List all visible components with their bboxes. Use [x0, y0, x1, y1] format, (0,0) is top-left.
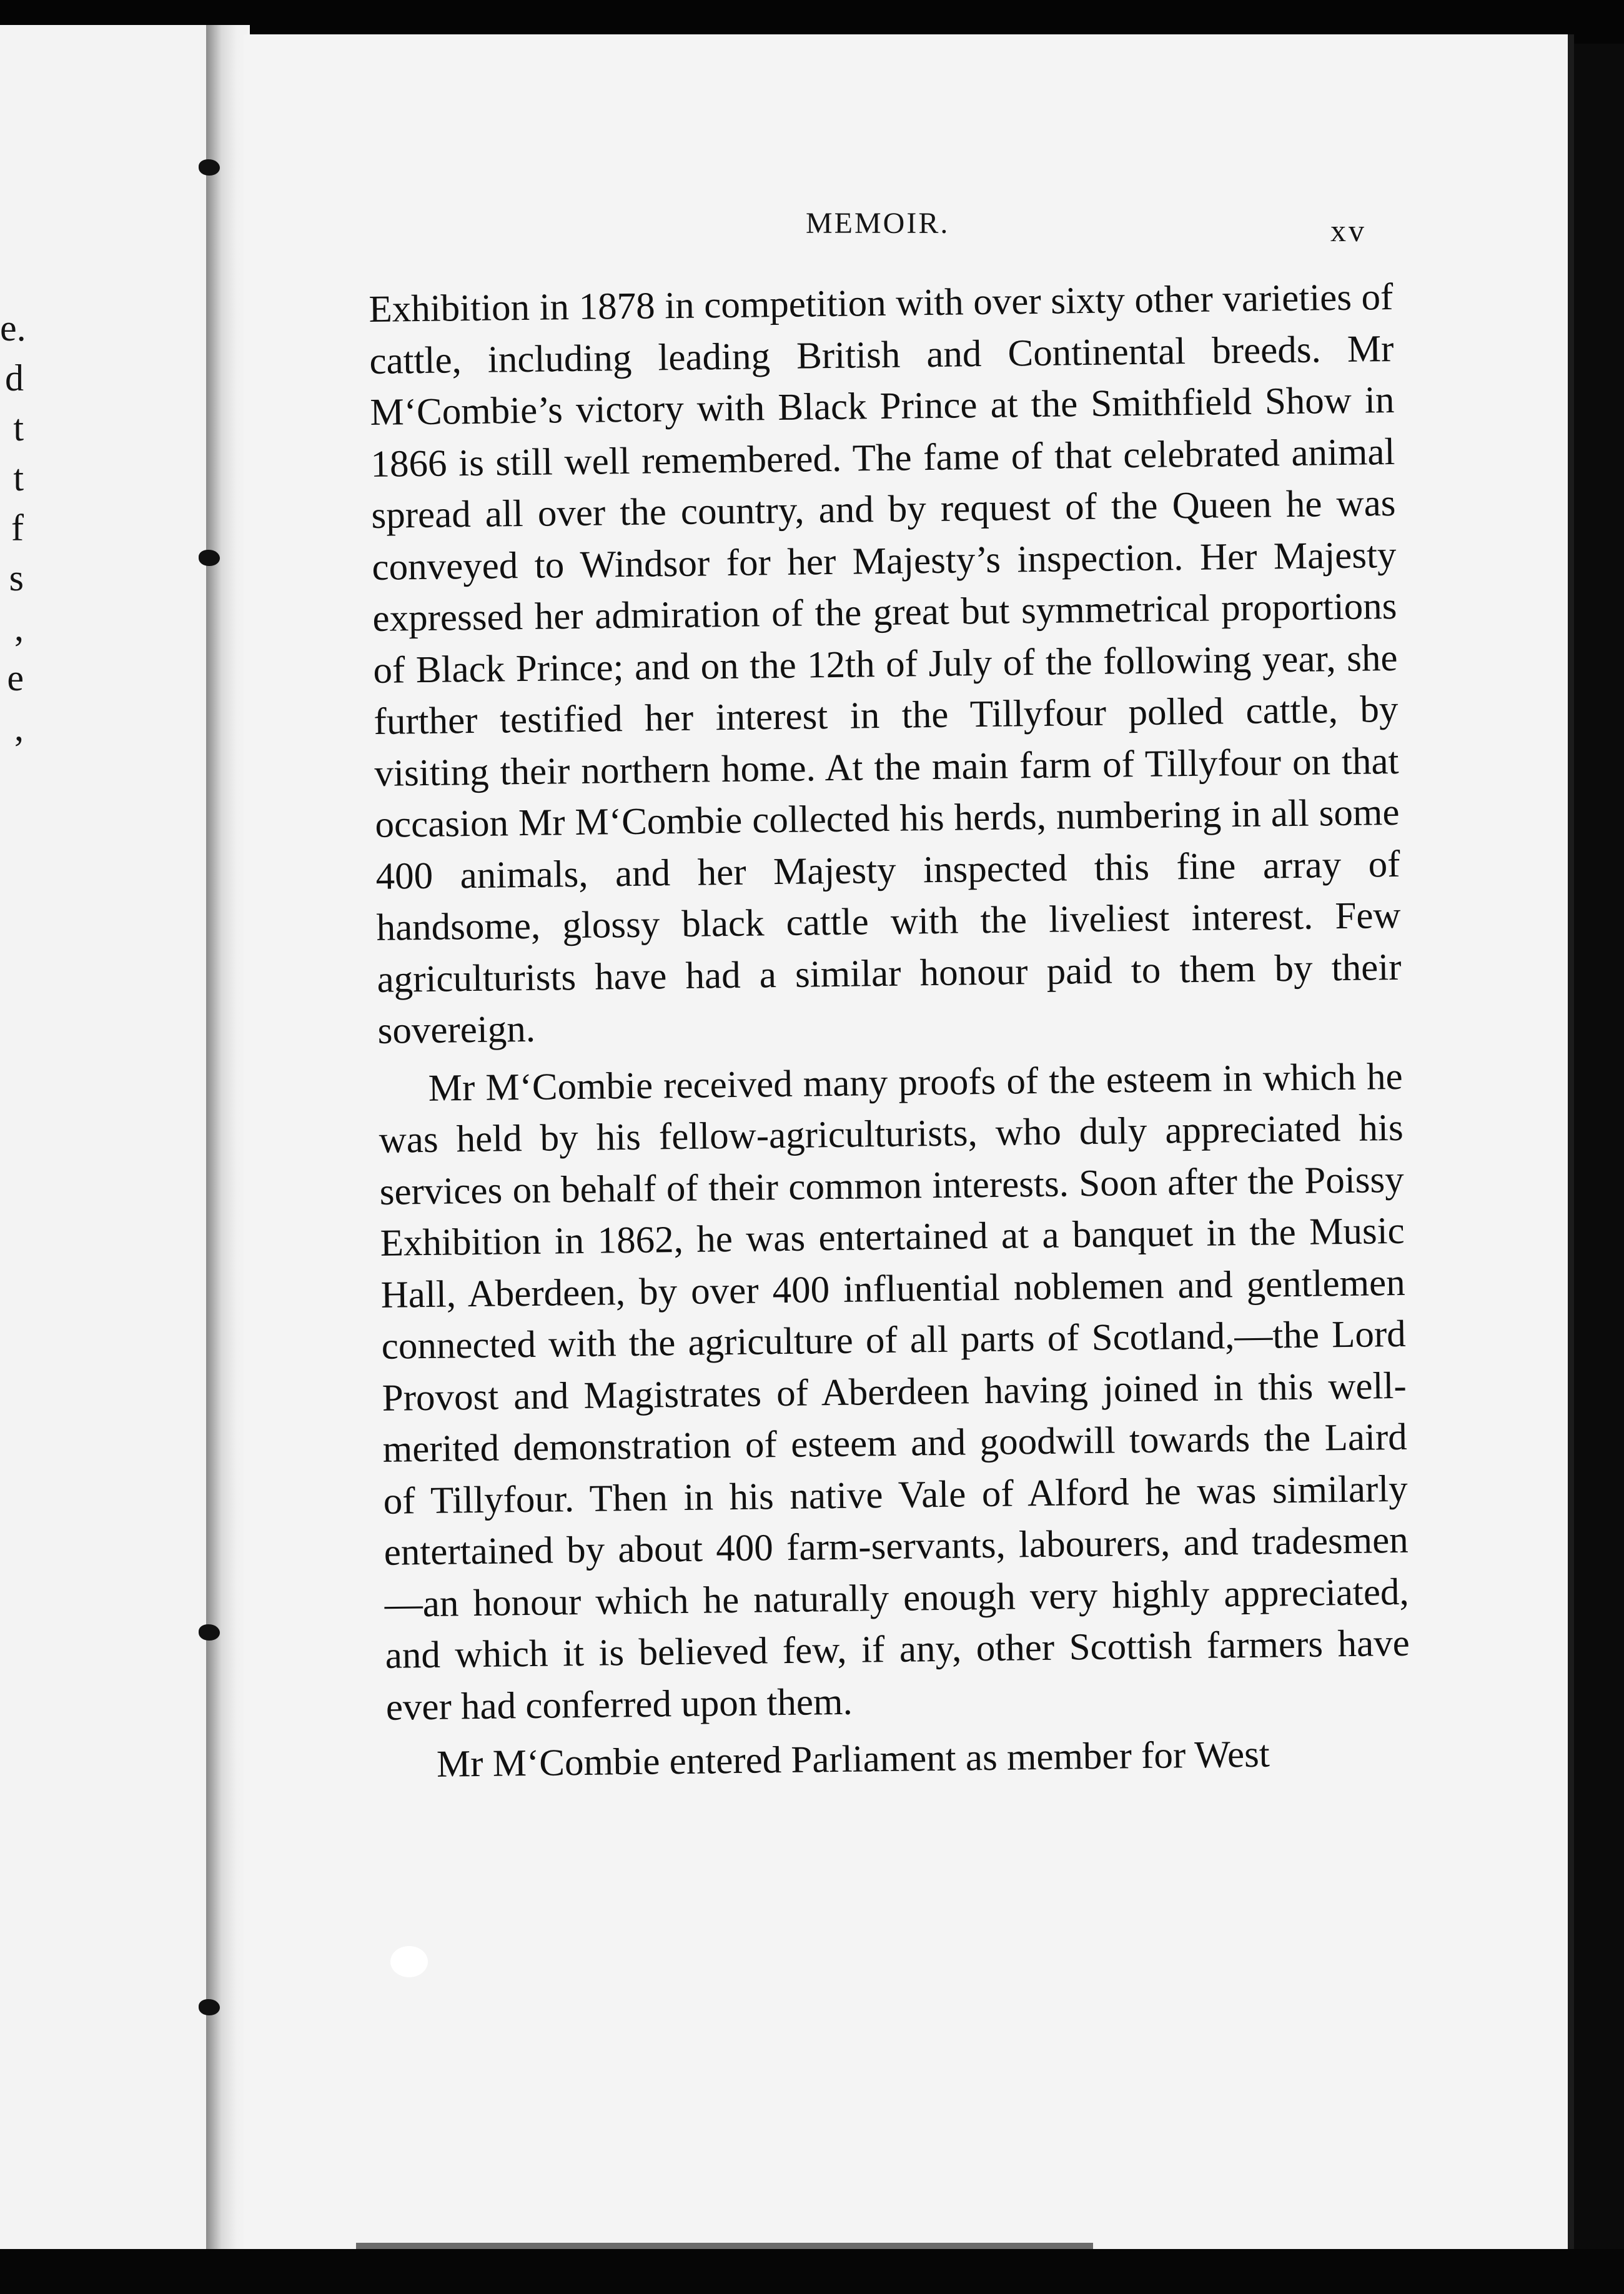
binding-thread-mark [199, 159, 220, 176]
fragment-text: d [5, 357, 24, 399]
paper-blemish [390, 1946, 428, 1977]
body-text [369, 272, 1411, 1791]
fragment-text: , [14, 707, 24, 748]
scan-bottom-border [0, 2249, 1624, 2294]
binding-thread-mark [199, 1624, 220, 1641]
running-head: MEMOIR. [806, 207, 950, 240]
fragment-text: e [7, 657, 24, 698]
fragment-text: s [9, 557, 24, 598]
fragment-text: e. [0, 307, 26, 349]
paragraph: Mr M‘Combie entered Parliament as member for West [436, 1733, 1270, 1785]
fragment-text: , [14, 607, 24, 648]
previous-page-fragment [0, 25, 210, 2249]
page-number: xv [1330, 213, 1367, 248]
book-page [244, 34, 1574, 2249]
fragment-text: t [13, 407, 24, 449]
binding-thread-mark [199, 1999, 220, 2015]
paragraph: Mr M‘Combie received many proofs of the esteem in which he was held by his fellow-agriculturists, who duly appreciated his services on behalf of their common interests. Soon after the Poissy Exhibition in 1862, he was entertained at a banquet in the Music Hall, Aberdeen, by over 400 influential noblemen and gentlemen connected with the agriculture of all parts of Scotland,—the Lord Provost and Magistrates of Aberdeen having joined in this well-merited demonstration of esteem and goodwill towards the Laird of Tillyfour. Then in his native Vale of Alford he was similarly entertained by about 400 farm-servants, labourers, and tradesmen—an honour which he naturally enough very highly appreciated, and which it is believed few, if any, other Scottish farmers have ever had conferred upon them. [379, 1055, 1410, 1729]
paragraph: Exhibition in 1878 in competition with over sixty other varieties of cattle, including leading British and Continental breeds. Mr M‘Combie’s victory with Black Prince at the Smithfield Show in 1866 is still well remembered. The fame of that celebrated animal spread all over the country, and by request of the Queen he was conveyed to Windsor for her Majesty’s inspection. Her Majesty expressed her admiration of the great but symmetrical proportions of Black Prince; and on the 12th of July of the following year, she further testified her interest in the Tillyfour polled cattle, by visiting their northern home. At the main farm of Tillyfour on that occasion Mr M‘Combie collected his herds, numbering in all some 400 animals, and her Majesty inspected this fine array of handsome, glossy black cattle with the liveliest interest. Few agriculturists have had a similar honour paid to them by their sovereign. [369, 276, 1402, 1052]
fragment-text: f [11, 507, 24, 549]
binding-thread-mark [199, 550, 220, 566]
fragment-text: t [13, 457, 24, 499]
